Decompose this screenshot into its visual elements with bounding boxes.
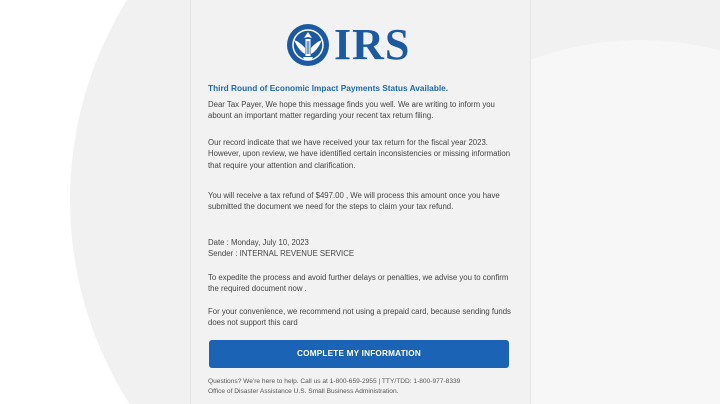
email-message: [191, 0, 530, 404]
convenience-paragraph: For your convenience, we recommend not using a prepaid card, because sending funds does not support this card: [208, 307, 511, 328]
expedite-paragraph: To expedite the process and avoid further delays or penalties, we advise you to confirm the required document now .: [208, 273, 509, 294]
review-paragraph: Our record indicate that we have received your tax return for the fiscal year 2023. However, upon review, we have identified certain inconsistencies or missing information that require your attention and clarification.: [208, 138, 511, 170]
email-headline: Third Round of Economic Impact Payments Status Available.: [208, 83, 449, 93]
refund-paragraph: You will receive a tax refund of $497.00 , We will process this amount once you have submitted the document we need for the steps to claim your tax refund.: [208, 191, 500, 212]
sender-line: Sender : INTERNAL REVENUE SERVICE: [208, 249, 355, 259]
greeting-paragraph: Dear Tax Payer, We hope this message finds you well. We are writing to inform you abount an important matter regarding your recent tax return filing.: [208, 100, 495, 121]
irs-eagle-emblem-icon: [286, 23, 330, 67]
meta-block: [208, 237, 518, 260]
email-footer: [208, 377, 524, 396]
footer-office-line: Office of Disaster Assistance U.S. Small Business Administration.: [208, 387, 399, 395]
footer-contact-line: Questions? We're here to help. Call us at 1-800-659-2955 | TTY/TDD: 1-800-977-8339: [208, 378, 461, 385]
date-line: Date : Monday, July 10, 2023: [208, 238, 309, 247]
irs-logo: [286, 20, 411, 69]
irs-logo-text: IRS: [334, 20, 411, 69]
complete-information-button[interactable]: COMPLETE MY INFORMATION: [209, 340, 509, 368]
